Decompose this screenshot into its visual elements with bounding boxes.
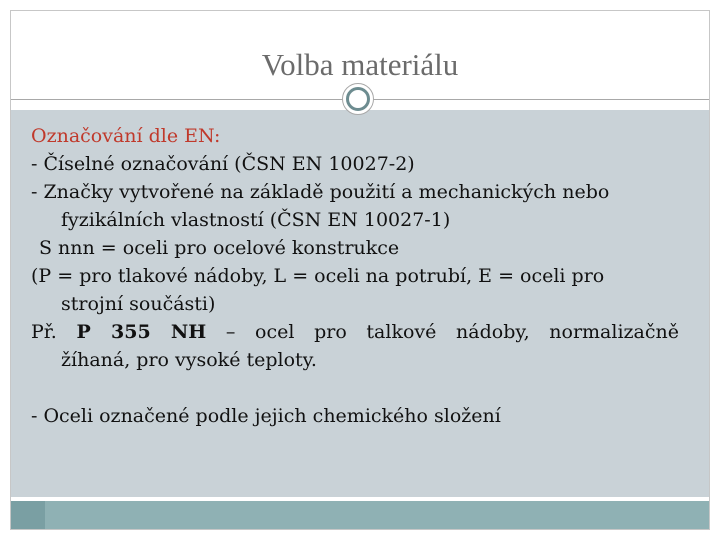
numeric-designation-line: - Číselné označování (ČSN EN 10027-2) — [31, 153, 415, 175]
example-line — [31, 318, 679, 346]
spacer — [31, 374, 679, 402]
example-rest: – ocel pro talkové nádoby, normalizačně — [206, 321, 679, 343]
example-line-cont: žíhaná, pro vysoké teploty. — [61, 349, 317, 371]
body-text — [31, 122, 679, 430]
footer-bar — [11, 501, 709, 529]
chemical-designation-line: - Oceli označené podle jejich chemického složení — [31, 405, 501, 427]
slide — [10, 10, 710, 530]
content-area — [11, 110, 709, 497]
example-prefix: Př. — [31, 321, 57, 343]
footer-accent — [11, 501, 45, 529]
symbol-designation-line-cont: fyzikálních vlastností (ČSN EN 10027-1) — [61, 209, 451, 231]
heading-line: Označování dle EN: — [31, 125, 221, 147]
slide-title: Volba materiálu — [261, 47, 459, 82]
example-code: P 355 NH — [76, 321, 207, 343]
divider-circle-icon — [342, 83, 374, 115]
circle-ring — [346, 87, 370, 111]
symbol-designation-line: - Značky vytvořené na základě použití a mechanických nebo — [31, 181, 610, 203]
p-list-line-cont: strojní součásti) — [61, 293, 216, 315]
s-nnn-line: S nnn = oceli pro ocelové konstrukce — [39, 237, 400, 259]
p-list-line: (P = pro tlakové nádoby, L = oceli na potrubí, E = oceli pro — [31, 265, 605, 287]
